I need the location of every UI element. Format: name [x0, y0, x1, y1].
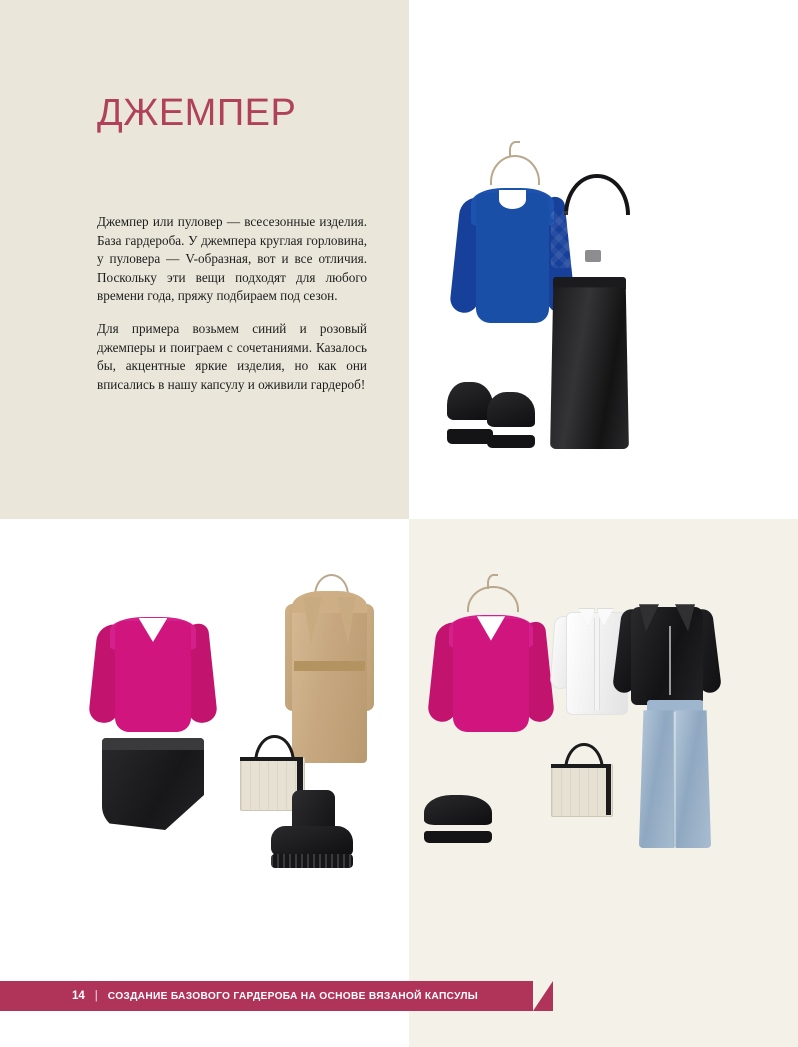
beige-trench-coat [283, 578, 376, 763]
black-embellished-sandal-right [487, 392, 535, 448]
article-body [97, 213, 367, 394]
article-paragraph-2: Для примера возьмем синий и розовый джемперы и поиграем с сочетаниями. Казалось бы, акцентные яркие изделия, но как они вписались в нашу капсулу и оживили гардероб! [97, 320, 367, 392]
footer-title: СОЗДАНИЕ БАЗОВОГО ГАРДЕРОБА НА ОСНОВЕ ВЯЗАНОЙ КАПСУЛЫ [107, 990, 479, 1002]
black-chelsea-boots [271, 790, 353, 868]
pink-knit-jumper-2 [432, 595, 550, 747]
black-leather-biker-jacket [617, 592, 717, 715]
black-denim-skort [102, 738, 204, 830]
page-number: 14 [72, 990, 85, 1002]
footer-separator: | [94, 990, 98, 1002]
blue-wide-leg-jeans [634, 700, 716, 848]
pink-knit-jumper [93, 597, 213, 747]
page-footer [0, 981, 533, 1011]
cream-tote-bag-2 [551, 753, 611, 815]
black-loafers [424, 795, 492, 843]
black-midi-skirt [553, 277, 626, 449]
page-title: ДЖЕМПЕР [97, 92, 297, 134]
article-paragraph-1: Джемпер или пуловер — всесезонные изделия. База гардероба. У джемпера круглая горловина, у пуловера — V-образная, вот и все отличия. Поскольку эти вещи подходят для любого времени года, пряжу подбираем под сезон. [97, 214, 367, 304]
black-quilted-shoulder-bag [551, 176, 635, 268]
